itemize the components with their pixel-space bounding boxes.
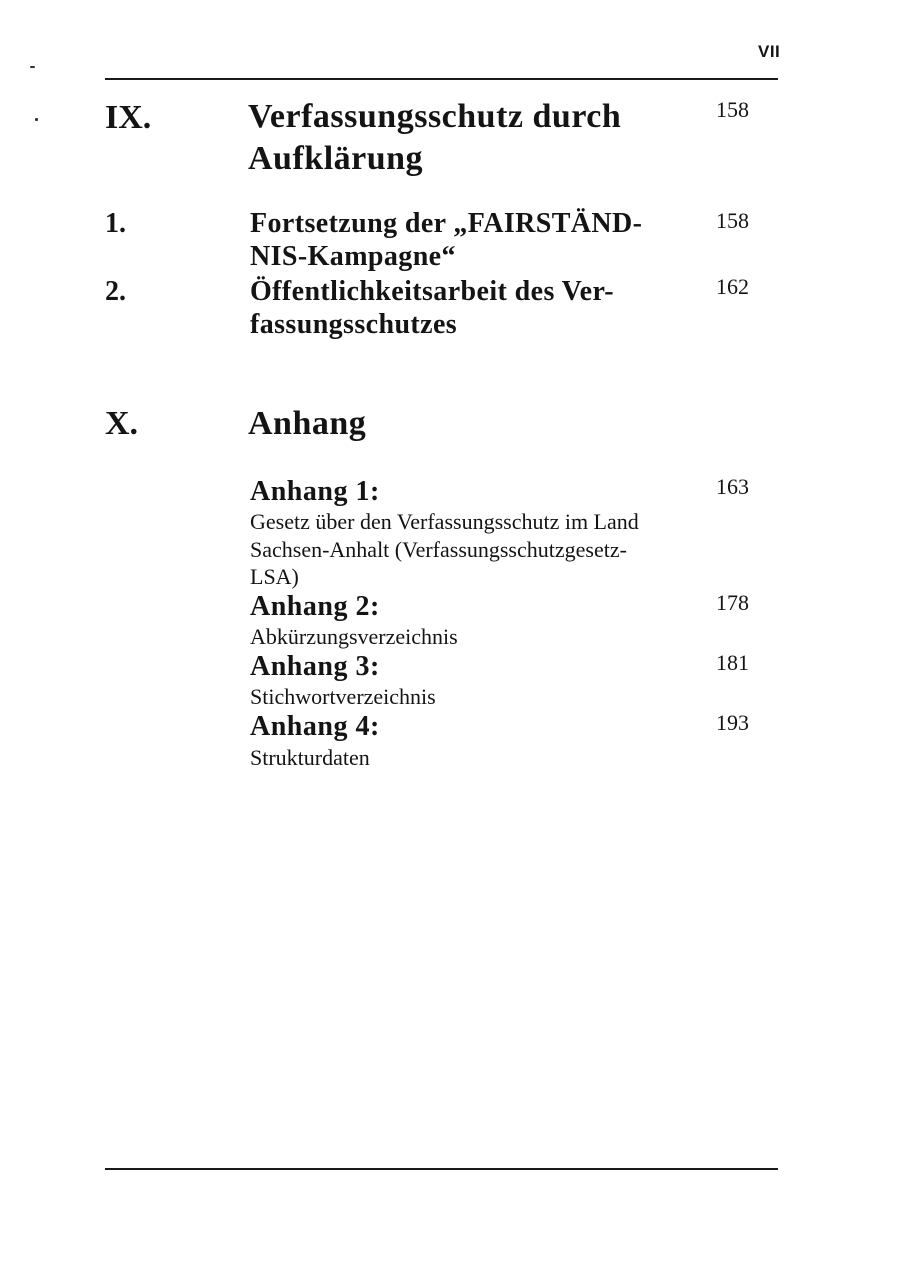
appendix-1-desc-line1: Gesetz über den Verfassungsschutz im Land: [250, 509, 639, 534]
appendix-3-desc: Stichwortverzeichnis: [250, 684, 436, 709]
section-ix-item-1-title-line2: NIS-Kampagne“: [250, 241, 456, 272]
section-ix-item-2-title-line2: fassungsschutzes: [250, 309, 458, 340]
appendix-3-heading: Anhang 3:: [250, 651, 380, 682]
scan-speck: [30, 66, 35, 68]
appendix-1-desc-line2: Sachsen-Anhalt (Verfassungsschutzgesetz-: [250, 537, 627, 562]
scan-speck: [35, 118, 38, 121]
section-ix-item-1-number: 1.: [105, 208, 126, 239]
appendix-1-desc-line3: LSA): [250, 564, 299, 589]
appendix-2-heading: Anhang 2:: [250, 591, 380, 622]
appendix-3-page: 181: [716, 650, 749, 675]
appendix-1-heading: Anhang 1:: [250, 476, 380, 507]
page-number: VII: [758, 42, 781, 61]
section-ix-number: IX.: [105, 99, 152, 136]
appendix-2-page: 178: [716, 590, 749, 615]
appendix-4-page: 193: [716, 710, 749, 735]
section-ix-item-2-title-line1: Öffentlichkeitsarbeit des Ver-: [250, 276, 615, 307]
appendix-4-desc: Strukturdaten: [250, 745, 370, 770]
section-x-number: X.: [105, 405, 139, 442]
appendix-1-page: 163: [716, 474, 749, 499]
appendix-4-heading: Anhang 4:: [250, 711, 380, 742]
footer-rule: [105, 1168, 778, 1170]
section-ix-title-line1: Verfassungsschutz durch: [248, 98, 622, 135]
section-x-title: Anhang: [248, 405, 367, 442]
appendix-2-desc: Abkürzungsverzeichnis: [250, 624, 458, 649]
section-ix-item-1-page: 158: [716, 208, 749, 233]
section-ix-item-1-title-line1: Fortsetzung der „FAIRSTÄND-: [250, 208, 643, 239]
header-rule: [105, 78, 778, 80]
section-ix-item-2-page: 162: [716, 274, 749, 299]
section-ix-page: 158: [716, 97, 749, 122]
section-ix-title-line2: Aufklärung: [248, 140, 424, 177]
section-ix-item-2-number: 2.: [105, 276, 126, 307]
